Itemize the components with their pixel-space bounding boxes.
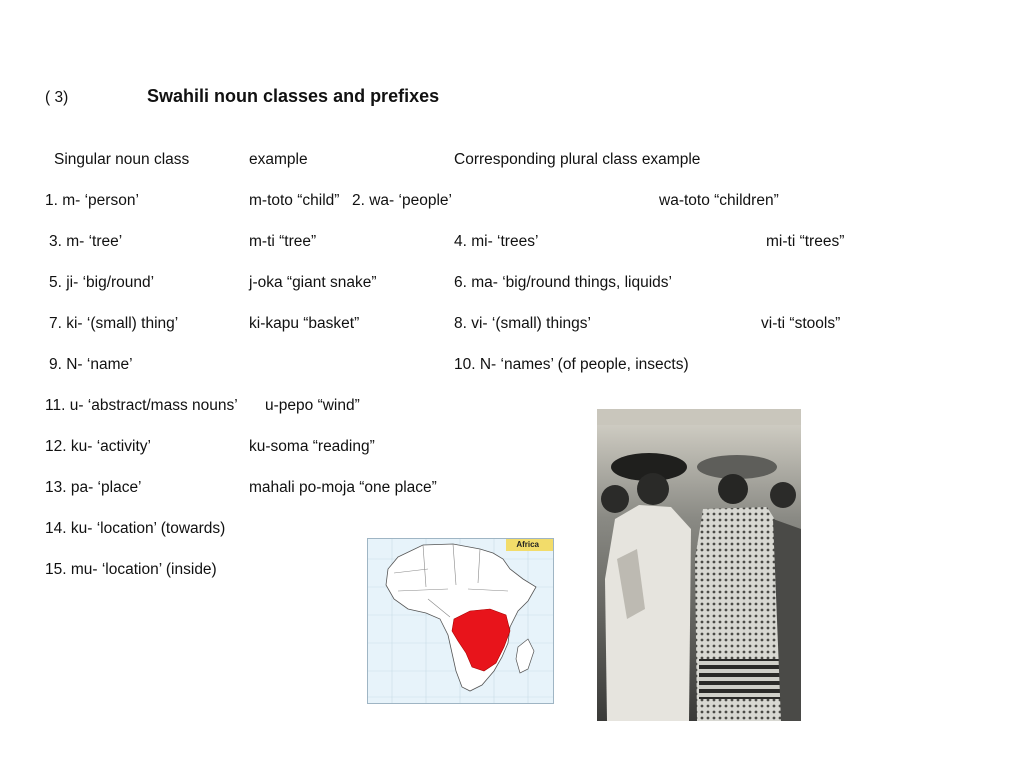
- row-4-example: ki-kapu “basket”: [249, 315, 360, 332]
- row-1-example: m-toto “child”: [249, 192, 340, 209]
- row-6-singular: 11. u- ‘abstract/mass nouns’: [45, 397, 238, 414]
- section-number: ( 3): [45, 89, 69, 106]
- row-7-singular: 12. ku- ‘activity’: [45, 438, 151, 455]
- row-1-singular: 1. m- ‘person’: [45, 192, 139, 209]
- row-1-plural-example: wa-toto “children”: [659, 192, 779, 209]
- row-8-singular: 13. pa- ‘place’: [45, 479, 142, 496]
- row-3-singular: 5. ji- ‘big/round’: [49, 274, 155, 291]
- row-3-example: j-oka “giant snake”: [249, 274, 377, 291]
- page-title: Swahili noun classes and prefixes: [147, 86, 440, 106]
- historic-photo: [597, 409, 801, 721]
- header-example: example: [249, 151, 308, 168]
- row-4-plural-example: vi-ti “stools”: [761, 315, 841, 332]
- africa-map-drawing: [368, 539, 553, 703]
- row-9-singular: 14. ku- ‘location’ (towards): [45, 520, 226, 537]
- row-4-singular: 7. ki- ‘(small) thing’: [49, 315, 179, 332]
- row-10-singular: 15. mu- ‘location’ (inside): [45, 561, 217, 578]
- row-1-plural: 2. wa- ‘people’: [352, 192, 452, 209]
- photo-drawing: [597, 409, 801, 721]
- map-label: Africa: [516, 540, 539, 549]
- row-2-plural-example: mi-ti “trees”: [766, 233, 845, 250]
- row-7-example: ku-soma “reading”: [249, 438, 375, 455]
- header-singular: Singular noun class: [54, 151, 190, 168]
- row-4-plural: 8. vi- ‘(small) things’: [454, 315, 591, 332]
- row-2-plural: 4. mi- ‘trees’: [454, 233, 539, 250]
- row-5-singular: 9. N- ‘name’: [49, 356, 133, 373]
- header-plural: Corresponding plural class example: [454, 151, 701, 168]
- row-2-singular: 3. m- ‘tree’: [49, 233, 123, 250]
- africa-map-image: [367, 538, 554, 704]
- row-2-example: m-ti “tree”: [249, 233, 317, 250]
- row-8-example: mahali po-moja “one place”: [249, 479, 437, 496]
- row-5-plural: 10. N- ‘names’ (of people, insects): [454, 356, 689, 373]
- row-3-plural: 6. ma- ‘big/round things, liquids’: [454, 274, 672, 291]
- row-6-example: u-pepo “wind”: [265, 397, 360, 414]
